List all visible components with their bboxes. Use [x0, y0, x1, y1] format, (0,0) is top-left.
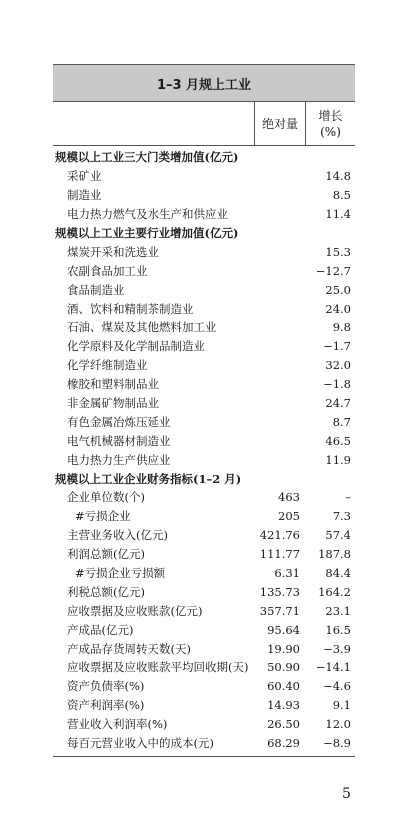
row-growth: 16.5	[325, 622, 351, 637]
row-absolute: 463	[278, 490, 300, 505]
row-growth: −1.8	[323, 377, 351, 392]
row-growth: 15.3	[325, 244, 351, 259]
table-row	[53, 412, 355, 431]
table-row	[53, 318, 355, 337]
row-absolute: 205	[278, 509, 300, 524]
row-absolute: 60.40	[267, 679, 300, 694]
table-body	[53, 146, 355, 753]
header-absolute: 绝对量	[254, 102, 305, 145]
table-row	[53, 186, 355, 205]
row-name: 资产负债率(%)	[67, 679, 145, 694]
table-row	[53, 205, 355, 224]
row-name: 采矿业	[67, 169, 102, 184]
row-name: 石油、煤炭及其他燃料加工业	[67, 320, 217, 335]
table-row	[53, 734, 355, 753]
row-name: 化学原料及化学制品制造业	[67, 339, 205, 354]
row-name: 应收票据及应收账款(亿元)	[67, 603, 203, 618]
row-name: #亏损企业亏损额	[75, 566, 166, 581]
table-row	[53, 488, 355, 507]
row-name: 利税总额(亿元)	[67, 584, 145, 599]
row-name: 规模以上工业三大门类增加值(亿元)	[55, 150, 239, 165]
row-growth: 12.0	[325, 717, 351, 732]
header-growth-unit: (%)	[320, 124, 341, 139]
row-growth: −1.7	[323, 339, 351, 354]
row-name: #亏损企业	[75, 509, 131, 524]
row-name: 制造业	[67, 188, 102, 203]
row-growth: −3.9	[323, 641, 351, 656]
row-growth: −4.6	[323, 679, 351, 694]
table-row	[53, 658, 355, 677]
row-absolute: 50.90	[267, 660, 300, 675]
table-row	[53, 242, 355, 261]
row-absolute: 135.73	[259, 584, 300, 599]
table-row	[53, 582, 355, 601]
stats-table	[53, 64, 355, 757]
table-row	[53, 356, 355, 375]
section-row	[53, 148, 355, 167]
row-growth: 46.5	[325, 433, 351, 448]
row-name: 食品制造业	[67, 282, 125, 297]
table-row	[53, 620, 355, 639]
table-row	[53, 601, 355, 620]
row-growth: 8.7	[332, 414, 351, 429]
row-growth: 14.8	[325, 169, 351, 184]
row-absolute: 26.50	[267, 717, 300, 732]
table-row	[53, 715, 355, 734]
row-growth: 24.7	[325, 396, 351, 411]
row-name: 应收票据及应收账款平均回收期(天)	[67, 660, 249, 675]
table-row	[53, 394, 355, 413]
section-row	[53, 224, 355, 243]
row-growth: 8.5	[332, 188, 351, 203]
table-row	[53, 696, 355, 715]
row-growth: 84.4	[325, 566, 351, 581]
row-growth: 187.8	[318, 547, 351, 562]
row-absolute: 19.90	[267, 641, 300, 656]
row-name: 化学纤维制造业	[67, 358, 148, 373]
table-row	[53, 564, 355, 583]
row-name: 产成品存货周转天数(天)	[67, 641, 191, 656]
table-row	[53, 375, 355, 394]
row-name: 利润总额(亿元)	[67, 547, 145, 562]
header-growth-label: 增长	[318, 108, 343, 123]
row-growth: −12.7	[315, 263, 351, 278]
row-name: 电力热力燃气及水生产和供应业	[67, 207, 228, 222]
row-name: 有色金属冶炼压延业	[67, 414, 171, 429]
page-number: 5	[342, 786, 351, 802]
row-absolute: 68.29	[267, 736, 300, 751]
row-growth: –	[345, 490, 351, 505]
table-row	[53, 450, 355, 469]
row-name: 非金属矿物制品业	[67, 396, 159, 411]
table-bottom-rule	[53, 756, 355, 757]
row-growth: −14.1	[315, 660, 351, 675]
table-title-text: 1–3 月规上工业	[156, 77, 252, 93]
row-growth: 23.1	[325, 603, 351, 618]
row-name: 农副食品加工业	[67, 263, 148, 278]
table-row	[53, 337, 355, 356]
row-growth: 7.3	[332, 509, 351, 524]
row-name: 资产利润率(%)	[67, 698, 145, 713]
row-name: 电气机械器材制造业	[67, 433, 171, 448]
table-row	[53, 677, 355, 696]
table-row	[53, 280, 355, 299]
row-growth: 9.8	[332, 320, 351, 335]
header-name-cell	[53, 102, 254, 145]
table-row	[53, 431, 355, 450]
row-absolute: 357.71	[259, 603, 300, 618]
row-absolute: 111.77	[259, 547, 300, 562]
header-growth	[305, 102, 355, 145]
row-name: 每百元营业收入中的成本(元)	[67, 736, 214, 751]
row-name: 电力热力生产供应业	[67, 452, 171, 467]
row-growth: 24.0	[325, 301, 351, 316]
table-row	[53, 167, 355, 186]
row-growth: 11.4	[325, 207, 351, 222]
row-name: 规模以上工业企业财务指标(1–2 月)	[55, 471, 242, 486]
row-absolute: 14.93	[267, 698, 300, 713]
row-absolute: 421.76	[259, 528, 300, 543]
table-row	[53, 261, 355, 280]
row-name: 煤炭开采和洗选业	[67, 244, 159, 259]
row-name: 产成品(亿元)	[67, 622, 134, 637]
row-growth: −8.9	[323, 736, 351, 751]
row-growth: 9.1	[332, 698, 351, 713]
table-row	[53, 545, 355, 564]
row-name: 酒、饮料和精制茶制造业	[67, 301, 194, 316]
table-row	[53, 507, 355, 526]
row-name: 规模以上工业主要行业增加值(亿元)	[55, 226, 239, 240]
row-name: 橡胶和塑料制品业	[67, 377, 159, 392]
section-row	[53, 469, 355, 488]
table-row	[53, 639, 355, 658]
table-header	[53, 102, 355, 146]
table-row	[53, 299, 355, 318]
row-growth: 32.0	[325, 358, 351, 373]
row-name: 主营业务收入(亿元)	[67, 528, 168, 543]
row-growth: 25.0	[325, 282, 351, 297]
row-name: 营业收入利润率(%)	[67, 717, 168, 732]
row-growth: 164.2	[318, 584, 351, 599]
table-title	[53, 64, 355, 102]
row-growth: 11.9	[325, 452, 351, 467]
row-absolute: 95.64	[267, 622, 300, 637]
row-name: 企业单位数(个)	[67, 490, 145, 505]
table-row	[53, 526, 355, 545]
row-absolute: 6.31	[274, 566, 300, 581]
row-growth: 57.4	[325, 528, 351, 543]
